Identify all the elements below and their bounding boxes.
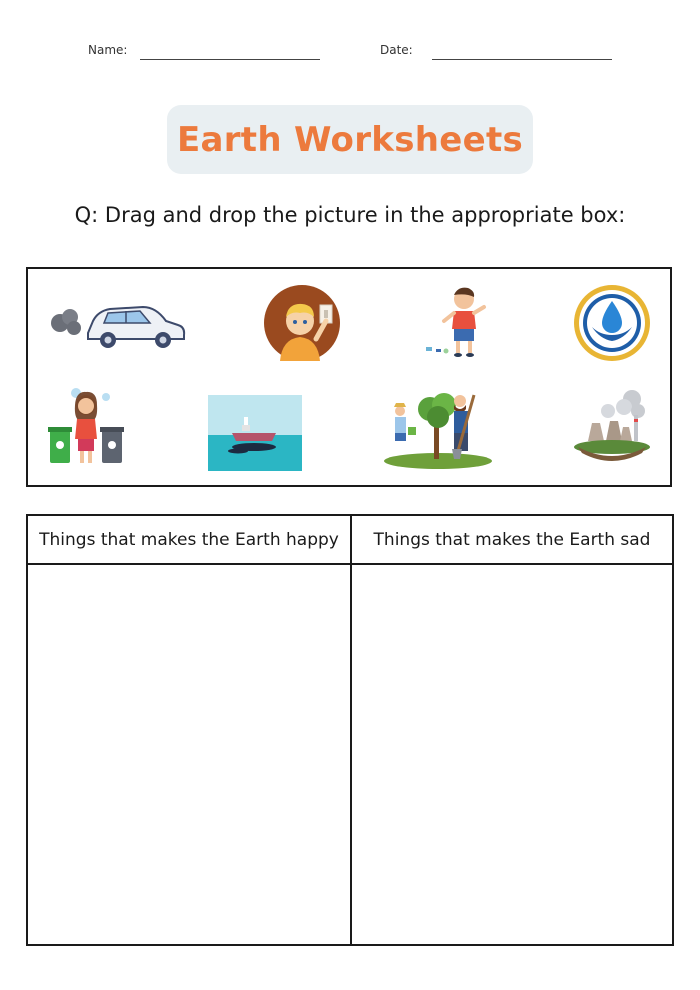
factory-pollution-icon[interactable] bbox=[572, 387, 652, 471]
name-field[interactable] bbox=[140, 40, 326, 58]
water-conservation-icon[interactable] bbox=[572, 283, 652, 363]
sad-drop-zone[interactable] bbox=[352, 565, 672, 944]
girl-recycling-bins-icon[interactable] bbox=[46, 385, 130, 469]
name-label: Name: bbox=[88, 43, 128, 57]
sorting-table bbox=[26, 514, 674, 946]
ship-oil-spill-icon[interactable] bbox=[208, 395, 302, 471]
page-title: Earth Worksheets bbox=[176, 119, 524, 160]
date-underline bbox=[432, 59, 612, 60]
boy-littering-icon[interactable] bbox=[420, 283, 500, 363]
question-text: Q: Drag and drop the picture in the appropriate box: bbox=[74, 203, 626, 227]
happy-column-header: Things that makes the Earth happy bbox=[39, 529, 339, 550]
boy-light-switch-icon[interactable] bbox=[262, 283, 342, 363]
date-field[interactable] bbox=[432, 40, 618, 58]
picture-bank bbox=[26, 267, 672, 487]
sad-column-header: Things that makes the Earth sad bbox=[373, 529, 651, 550]
name-underline bbox=[140, 59, 320, 60]
date-label: Date: bbox=[380, 43, 413, 57]
planting-tree-icon[interactable] bbox=[382, 387, 494, 471]
title-banner bbox=[167, 105, 533, 174]
happy-drop-zone[interactable] bbox=[28, 565, 350, 944]
car-exhaust-icon[interactable] bbox=[48, 293, 188, 353]
